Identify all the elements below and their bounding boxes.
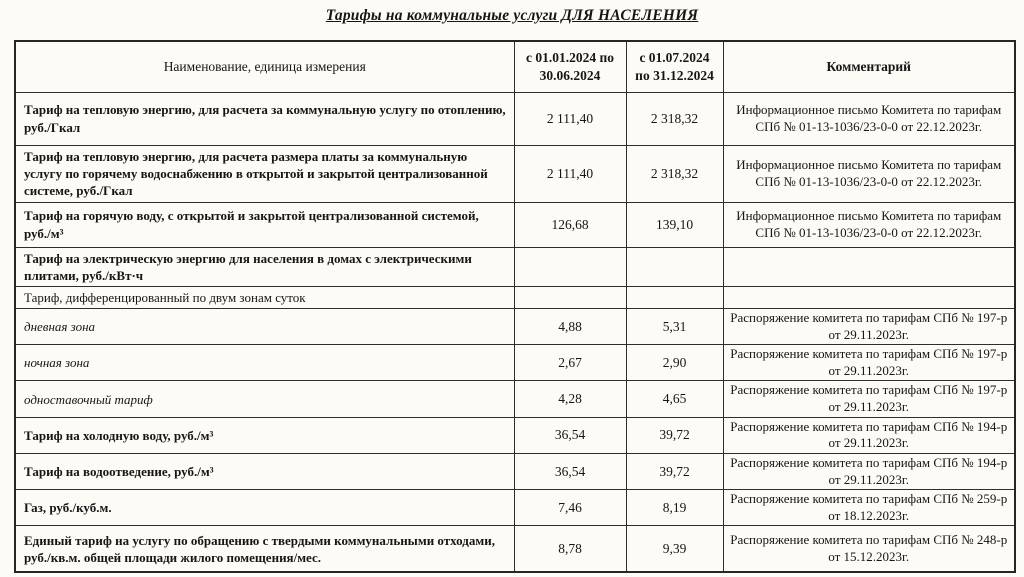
row-value-period1: 36,54 <box>514 417 626 453</box>
row-comment: Распоряжение комитета по тарифам СПб № 197-р от 29.11.2023г. <box>723 308 1015 344</box>
table-row-sewerage <box>15 453 1015 489</box>
row-comment: Распоряжение комитета по тарифам СПб № 197-р от 29.11.2023г. <box>723 381 1015 417</box>
row-name: Тариф на водоотведение, руб./м³ <box>15 453 514 489</box>
header-comment-column: Комментарий <box>723 41 1015 92</box>
row-value-period1: 7,46 <box>514 490 626 526</box>
row-name: Тариф на электрическую энергию для населения в домах с электрическими плитами, руб./кВт·ч <box>15 247 514 286</box>
row-value-period2: 39,72 <box>626 453 723 489</box>
header-name-column: Наименование, единица измерения <box>15 41 514 92</box>
table-row-gas <box>15 490 1015 526</box>
row-comment: Распоряжение комитета по тарифам СПб № 248-р от 15.12.2023г. <box>723 526 1015 572</box>
row-value-period2: 39,72 <box>626 417 723 453</box>
row-value-period2: 2 318,32 <box>626 92 723 145</box>
row-name: ночная зона <box>15 345 514 381</box>
row-value-period1: 2 111,40 <box>514 145 626 202</box>
row-name: Газ, руб./куб.м. <box>15 490 514 526</box>
row-value-period2 <box>626 247 723 286</box>
row-value-period2: 8,19 <box>626 490 723 526</box>
table-row-two-zone-tariff-label <box>15 286 1015 308</box>
table-row-heat-energy-hot-water <box>15 145 1015 202</box>
row-name: Тариф на холодную воду, руб./м³ <box>15 417 514 453</box>
row-value-period2 <box>626 286 723 308</box>
row-comment: Распоряжение комитета по тарифам СПб № 194-р от 29.11.2023г. <box>723 417 1015 453</box>
row-value-period2: 5,31 <box>626 308 723 344</box>
row-value-period2: 9,39 <box>626 526 723 572</box>
row-name: Единый тариф на услугу по обращению с твердыми коммунальными отходами, руб./кв.м. общей площади жилого помещения/мес. <box>15 526 514 572</box>
row-comment: Распоряжение комитета по тарифам СПб № 197-р от 29.11.2023г. <box>723 345 1015 381</box>
page-title: Тарифы на коммунальные услуги ДЛЯ НАСЕЛЕНИЯ <box>325 7 699 24</box>
header-period2-column: с 01.07.2024 по 31.12.2024 <box>626 41 723 92</box>
row-value-period2: 4,65 <box>626 381 723 417</box>
row-value-period2: 2,90 <box>626 345 723 381</box>
tariff-table <box>14 40 1016 573</box>
row-value-period2: 2 318,32 <box>626 145 723 202</box>
row-value-period1 <box>514 286 626 308</box>
table-header-row <box>15 41 1015 92</box>
row-value-period1: 2,67 <box>514 345 626 381</box>
row-name: Тариф на горячую воду, с открытой и закрытой централизованной системой, руб./м³ <box>15 202 514 247</box>
row-comment: Информационное письмо Комитета по тарифам СПб № 01-13-1036/23-0-0 от 22.12.2023г. <box>723 202 1015 247</box>
row-value-period1: 4,28 <box>514 381 626 417</box>
table-row-day-zone <box>15 308 1015 344</box>
header-period1-column: с 01.01.2024 по 30.06.2024 <box>514 41 626 92</box>
row-name: одноставочный тариф <box>15 381 514 417</box>
row-name: Тариф, дифференцированный по двум зонам суток <box>15 286 514 308</box>
row-value-period1 <box>514 247 626 286</box>
row-name: Тариф на тепловую энергию, для расчета размера платы за коммунальную услугу по горячему водоснабжению в открытой и закрытой централизованной системе, руб./Гкал <box>15 145 514 202</box>
row-comment <box>723 286 1015 308</box>
row-value-period1: 4,88 <box>514 308 626 344</box>
row-value-period1: 36,54 <box>514 453 626 489</box>
row-value-period1: 2 111,40 <box>514 92 626 145</box>
table-row-heat-energy-heating <box>15 92 1015 145</box>
row-value-period1: 8,78 <box>514 526 626 572</box>
row-comment: Информационное письмо Комитета по тарифам СПб № 01-13-1036/23-0-0 от 22.12.2023г. <box>723 145 1015 202</box>
row-name: дневная зона <box>15 308 514 344</box>
row-value-period2: 139,10 <box>626 202 723 247</box>
table-row-solid-waste <box>15 526 1015 572</box>
row-name: Тариф на тепловую энергию, для расчета за коммунальную услугу по отоплению, руб./Гкал <box>15 92 514 145</box>
row-comment <box>723 247 1015 286</box>
table-row-night-zone <box>15 345 1015 381</box>
row-value-period1: 126,68 <box>514 202 626 247</box>
table-row-electric-energy <box>15 247 1015 286</box>
table-row-hot-water <box>15 202 1015 247</box>
row-comment: Информационное письмо Комитета по тарифам СПб № 01-13-1036/23-0-0 от 22.12.2023г. <box>723 92 1015 145</box>
row-comment: Распоряжение комитета по тарифам СПб № 259-р от 18.12.2023г. <box>723 490 1015 526</box>
table-row-single-rate-tariff <box>15 381 1015 417</box>
row-comment: Распоряжение комитета по тарифам СПб № 194-р от 29.11.2023г. <box>723 453 1015 489</box>
table-row-cold-water <box>15 417 1015 453</box>
